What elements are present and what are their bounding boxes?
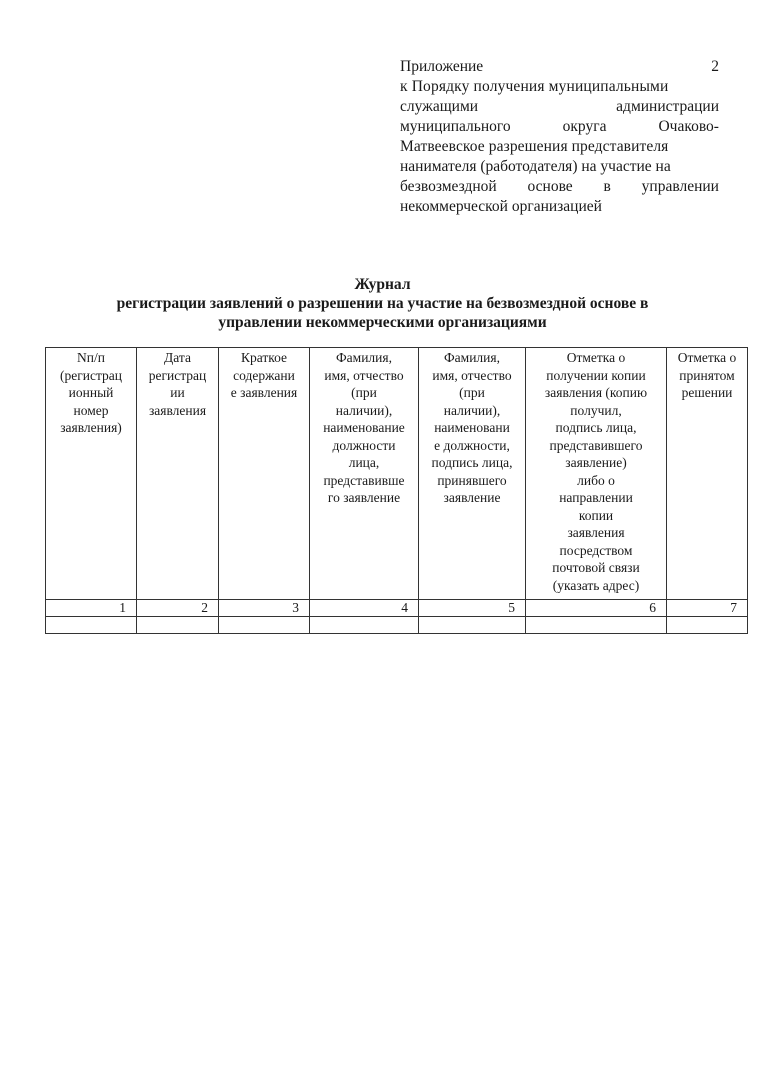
journal-title xyxy=(0,275,765,332)
empty-entry-row xyxy=(46,617,748,634)
column-number-row xyxy=(46,600,748,617)
header-text-line: Фамилия, xyxy=(444,350,500,365)
header-text-line: Отметка о xyxy=(566,350,626,365)
header-text-line: Дата xyxy=(164,350,191,365)
appendix-word: округа xyxy=(562,118,607,135)
appendix-line-1 xyxy=(400,57,719,77)
header-text-line: наименование xyxy=(323,420,405,435)
appendix-word: безвозмездной xyxy=(400,178,497,195)
column-number: 1 xyxy=(46,600,137,617)
header-text-line: (регистрац xyxy=(59,367,123,383)
header-text-line: го заявление xyxy=(327,490,401,505)
header-text-line: заявления (копию xyxy=(544,385,648,400)
header-text-line: подпись лица, xyxy=(431,455,513,470)
header-text-line: регистрац xyxy=(148,367,207,383)
appendix-line-2: к Порядку получения муниципальными xyxy=(400,78,669,95)
header-text-line: содержани xyxy=(233,367,295,383)
header-text-line: Nп/п xyxy=(77,350,105,365)
journal-table xyxy=(45,347,748,634)
header-cell xyxy=(137,348,219,600)
header-text-line: подпись лица, xyxy=(555,420,637,435)
column-number: 5 xyxy=(419,600,526,617)
header-text-line: наличии), xyxy=(335,402,393,418)
entry-cell[interactable] xyxy=(310,617,419,634)
entry-cell[interactable] xyxy=(46,617,137,634)
header-text-line: Краткое xyxy=(240,350,288,365)
journal-title-line-3: управлении некоммерческими организациями xyxy=(218,314,547,331)
column-number: 3 xyxy=(219,600,310,617)
appendix-line-7 xyxy=(400,177,719,197)
header-text-line: заявления) xyxy=(60,420,122,435)
appendix-word: муниципального xyxy=(400,118,511,135)
header-text-line: наличии), xyxy=(443,402,501,418)
header-text-line: имя, отчество xyxy=(432,367,512,383)
header-cell xyxy=(219,348,310,600)
appendix-label: Приложение xyxy=(400,58,484,75)
header-text-line: Фамилия, xyxy=(336,350,392,365)
header-cell xyxy=(419,348,526,600)
journal-title-line-1: Журнал xyxy=(354,276,411,293)
header-cell xyxy=(46,348,137,600)
header-cell xyxy=(526,348,667,600)
header-text-line: наименовани xyxy=(434,420,510,435)
header-text-line: е заявления xyxy=(230,385,298,400)
header-text-line: заявления xyxy=(148,402,207,418)
header-text-line: представившего xyxy=(549,437,643,453)
header-text-line: либо о xyxy=(577,472,615,488)
header-text-line: лица, xyxy=(348,455,380,470)
header-row xyxy=(46,348,748,600)
header-text-line: копии xyxy=(578,507,614,523)
header-text-line: имя, отчество xyxy=(324,367,404,383)
appendix-number: 2 xyxy=(711,58,719,75)
header-text-line: (указать адрес) xyxy=(552,577,640,593)
header-text-line: получил, xyxy=(570,402,622,418)
header-text-line: получении копии xyxy=(546,367,646,383)
journal-title-line-2: регистрации заявлений о разрешении на участие на безвозмездной основе в xyxy=(116,295,649,312)
header-text-line: Отметка о xyxy=(677,350,737,365)
header-text-line: заявление) xyxy=(565,455,627,470)
header-text-line: направлении xyxy=(559,490,633,505)
entry-cell[interactable] xyxy=(219,617,310,634)
appendix-word: служащими xyxy=(400,98,479,115)
appendix-word: в xyxy=(603,178,611,195)
header-text-line: ии xyxy=(170,385,185,400)
header-text-line: должности xyxy=(332,437,396,453)
header-text-line: (при xyxy=(459,385,485,400)
appendix-line-8: некоммерческой организацией xyxy=(400,198,602,215)
header-cell xyxy=(310,348,419,600)
column-number: 4 xyxy=(310,600,419,617)
appendix-word: основе xyxy=(527,178,573,195)
appendix-line-6: нанимателя (работодателя) на участие на xyxy=(400,158,671,175)
header-text-line: (при xyxy=(351,385,377,400)
appendix-block xyxy=(400,57,719,217)
entry-cell[interactable] xyxy=(419,617,526,634)
header-text-line: представивше xyxy=(323,472,405,488)
header-text-line: ионный xyxy=(68,385,114,400)
column-number: 6 xyxy=(526,600,667,617)
header-text-line: заявление xyxy=(443,490,501,505)
appendix-word: управлении xyxy=(641,178,719,195)
appendix-word: Очаково- xyxy=(658,118,719,135)
header-text-line: почтовой связи xyxy=(552,560,640,575)
entry-cell[interactable] xyxy=(137,617,219,634)
entry-cell[interactable] xyxy=(526,617,667,634)
header-cell xyxy=(667,348,748,600)
appendix-line-5: Матвеевское разрешения представителя xyxy=(400,138,669,155)
header-text-line: принятом xyxy=(679,367,735,383)
column-number: 7 xyxy=(667,600,748,617)
header-text-line: заявления xyxy=(567,525,625,540)
header-text-line: посредством xyxy=(559,542,633,558)
column-number: 2 xyxy=(137,600,219,617)
appendix-line-4 xyxy=(400,117,719,137)
entry-cell[interactable] xyxy=(667,617,748,634)
appendix-line-3 xyxy=(400,97,719,117)
header-text-line: е должности, xyxy=(434,437,510,453)
header-text-line: принявшего xyxy=(437,472,507,488)
header-text-line: решении xyxy=(681,385,733,400)
header-text-line: номер xyxy=(73,402,109,418)
appendix-word: администрации xyxy=(616,98,719,115)
